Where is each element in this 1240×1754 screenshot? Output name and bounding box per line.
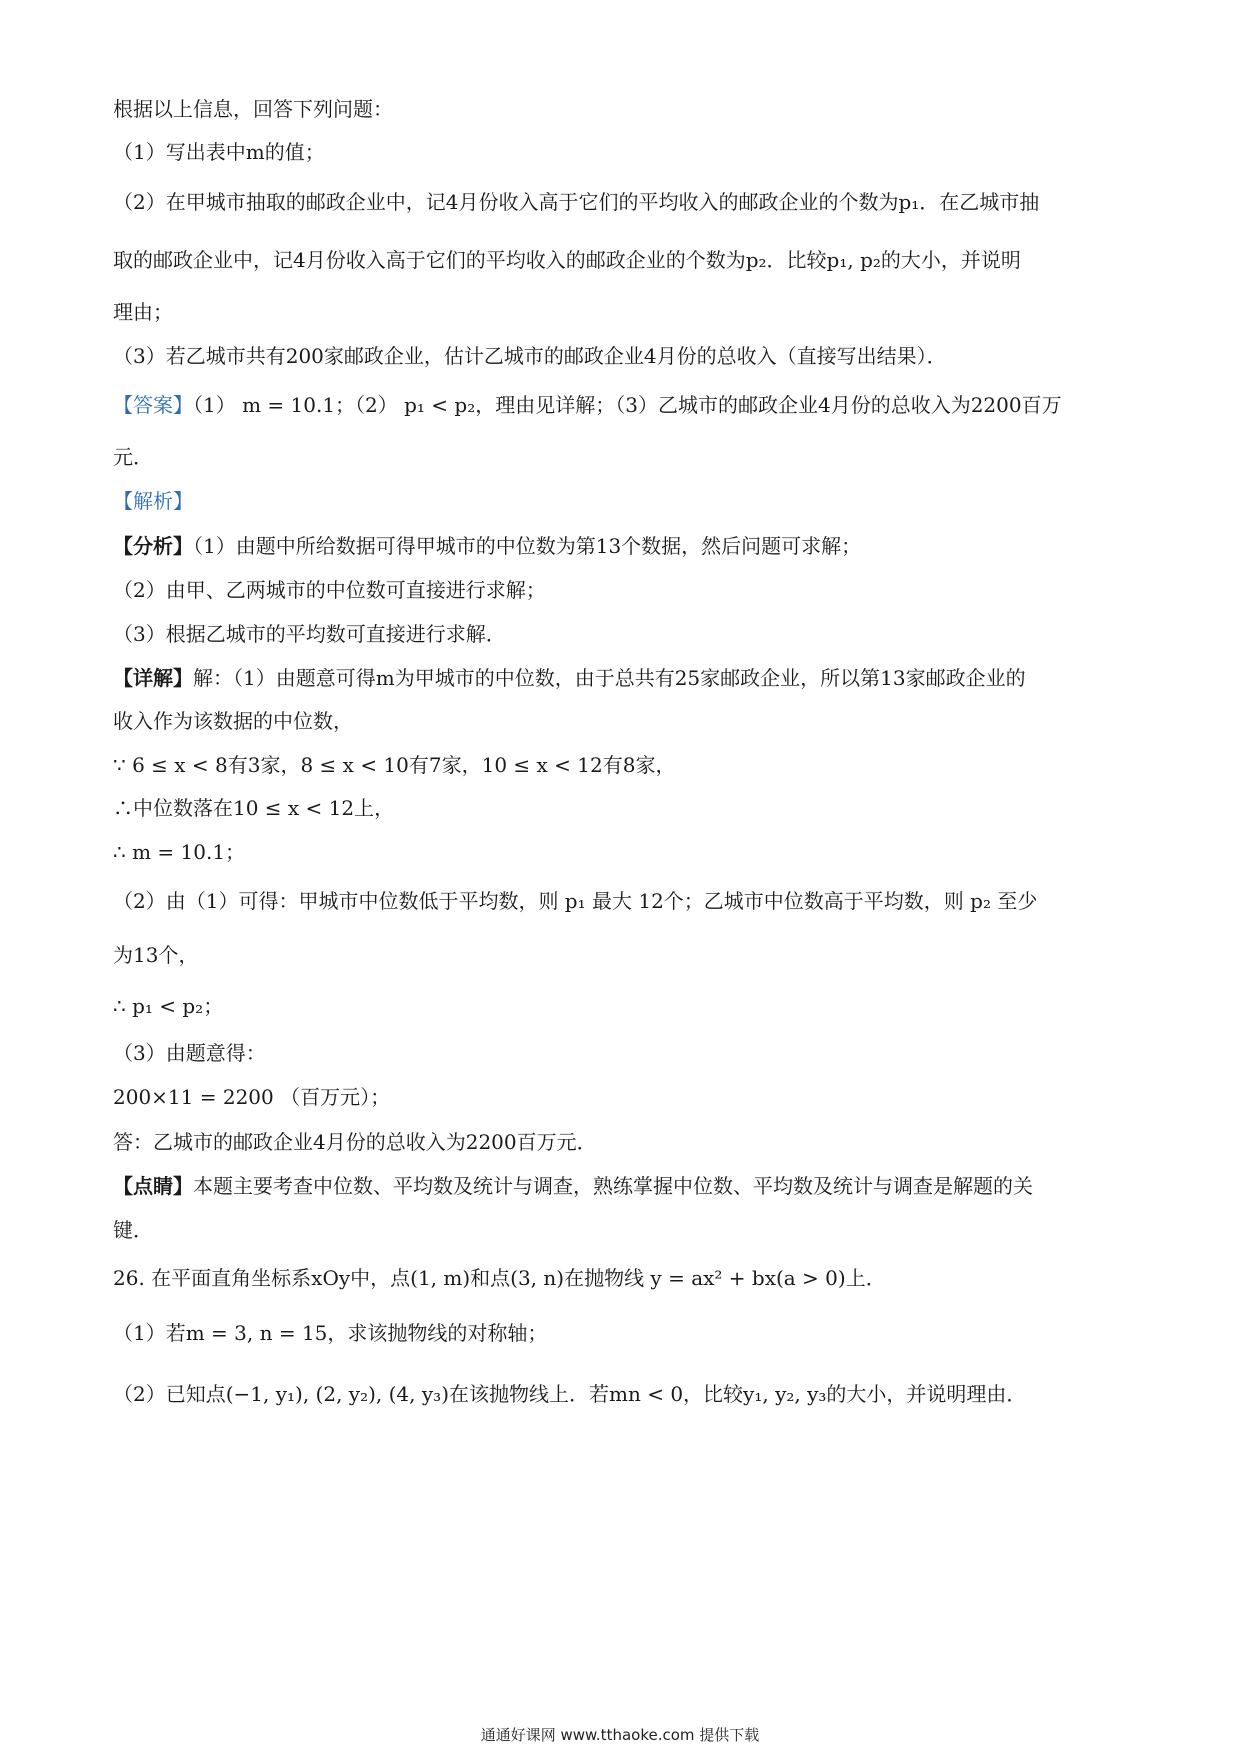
question-2-line1: （2）在甲城市抽取的邮政企业中，记4月份收入高于它们的平均收入的邮政企业的个数为p₁．在乙城市抽: [113, 190, 1040, 214]
xiangjie-text: 解：（1）由题意可得m为甲城市的中位数，由于总共有25家邮政企业，所以第13家邮政企业的: [193, 666, 1026, 690]
xiangjie-line-8: ∴ p₁ < p₂；: [113, 994, 224, 1018]
question-2-line3: 理由；: [113, 300, 173, 324]
xiangjie-line-4: ∴中位数落在10 ≤ x < 12上，: [113, 796, 395, 820]
question-26: 26. 在平面直角坐标系xOy中，点(1, m)和点(3, n)在抛物线 y = ax² + bx(a > 0)上．: [113, 1266, 886, 1290]
xiangjie-line-2: 收入作为该数据的中位数，: [113, 709, 353, 733]
footer-watermark: 通通好课网 www.tthaoke.com 提供下载: [480, 1726, 760, 1744]
xiangjie-tag: 【详解】: [113, 666, 193, 690]
fenxi-line-2: （2）由甲、乙两城市的中位数可直接进行求解；: [113, 578, 546, 602]
question-2-line2: 取的邮政企业中，记4月份收入高于它们的平均收入的邮政企业的个数为p₂．比较p₁, p₂的大小，并说明: [113, 248, 1021, 272]
fenxi-line: [113, 536, 861, 556]
xiangjie-line: [113, 668, 1026, 688]
fenxi-tag: 【分析】: [113, 534, 193, 558]
xiangjie-line-6: （2）由（1）可得：甲城市中位数低于平均数，则 p₁ 最大 12个；乙城市中位数高于平均数，则 p₂ 至少: [113, 889, 1038, 913]
question-26-2: （2）已知点(−1, y₁), (2, y₂), (4, y₃)在该抛物线上．若mn < 0，比较y₁, y₂, y₃的大小，并说明理由．: [113, 1382, 1027, 1406]
answer-line: [113, 395, 1062, 415]
intro-line: 根据以上信息，回答下列问题：: [113, 97, 393, 121]
fenxi-text: （1）由题中所给数据可得甲城市的中位数为第13个数据，然后问题可求解；: [193, 534, 862, 558]
question-1: （1）写出表中m的值；: [113, 140, 325, 164]
dianjing-text: 本题主要考查中位数、平均数及统计与调查，熟练掌握中位数、平均数及统计与调查是解题的关: [193, 1174, 1033, 1198]
question-26-1: （1）若m = 3, n = 15，求该抛物线的对称轴；: [113, 1321, 548, 1345]
analysis-tag: 【解析】: [113, 489, 193, 513]
xiangjie-line-10: 200×11 = 2200 （百万元）；: [113, 1085, 391, 1109]
answer-text: （1） m = 10.1；（2） p₁ < p₂，理由见详解；（3）乙城市的邮政企业4月份的总收入为2200百万: [193, 393, 1062, 417]
xiangjie-line-3: ∵ 6 ≤ x < 8有3家，8 ≤ x < 10有7家，10 ≤ x < 12有8家，: [113, 753, 676, 777]
xiangjie-line-7: 为13个，: [113, 943, 199, 967]
xiangjie-line-11: 答：乙城市的邮政企业4月份的总收入为2200百万元．: [113, 1130, 597, 1154]
xiangjie-line-5: ∴ m = 10.1；: [113, 840, 246, 864]
dianjing-tag: 【点睛】: [113, 1174, 193, 1198]
dianjing-line: [113, 1176, 1033, 1196]
question-3: （3）若乙城市共有200家邮政企业，估计乙城市的邮政企业4月份的总收入（直接写出结果）．: [113, 344, 947, 368]
xiangjie-line-9: （3）由题意得：: [113, 1041, 266, 1065]
answer-continuation: 元．: [113, 445, 153, 469]
fenxi-line-3: （3）根据乙城市的平均数可直接进行求解．: [113, 622, 506, 646]
answer-tag: 【答案】: [113, 393, 193, 417]
dianjing-continuation: 键．: [113, 1218, 153, 1242]
